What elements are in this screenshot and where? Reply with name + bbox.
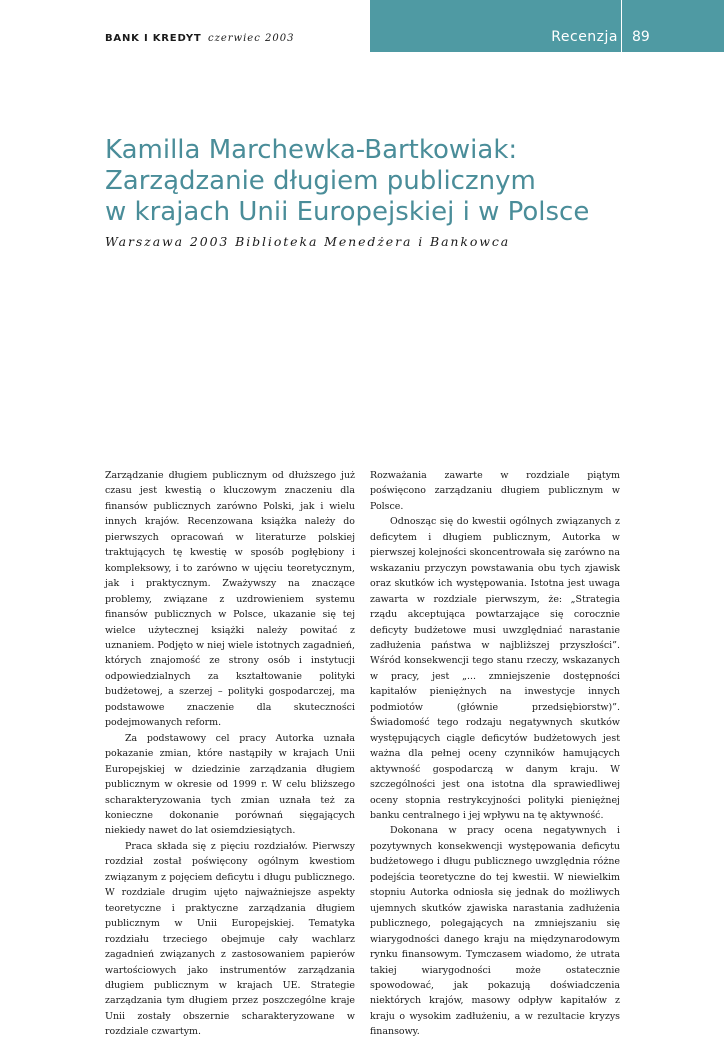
title-line: Kamilla Marchewka-Bartkowiak:	[105, 135, 518, 165]
running-head	[105, 33, 294, 44]
publication-details: Warszawa 2003 Biblioteka Menedżera i Bankowca	[105, 234, 511, 249]
section-label: Recenzja	[551, 29, 618, 45]
paragraph: Za podstawowy cel pracy Autorka uznała pokazanie zmian, które nastąpiły w krajach Unii Europejskiej w dziedzinie zarządzania długiem publicznym w okresie od 1999 r. W celu bliższego scharakteryzowania tych zmian uznała też za konieczne dokonanie porównań sięgających niekiedy nawet do lat osiemdziesiątych.	[105, 732, 355, 837]
paragraph: Praca składa się z pięciu rozdziałów. Pierwszy rozdział został poświęcony ogólnym kwestiom związanym z pojęciem deficytu i długu publicznego. W rozdziale drugim ujęto najważniejsze aspekty teoretyczne i praktyczne zarządzania długiem publicznym w Unii Europejskiej. Tematyka rozdziału trzeciego obejmuje cały wachlarz zagadnień związanych z zastosowaniem papierów wartościowych jako instrumentów zarządzania długiem publicznym w krajach UE. Strategie zarządzania tym długiem przez poszczególne kraje Unii zostały obszernie scharakteryzowane w rozdziale czwartym.	[105, 840, 355, 1038]
review-title	[105, 135, 665, 228]
section-header-bar	[370, 0, 724, 52]
journal-name: BANK I KREDYT	[105, 33, 202, 44]
title-line: w krajach Unii Europejskiej i w Polsce	[105, 197, 590, 227]
header-divider	[621, 0, 622, 52]
paragraph: Odnosząc się do kwestii ogólnych związanych z deficytem i długiem publicznym, Autorka w pierwszej kolejności skoncentrowała się zarówno na wskazaniu przyczyn powstawania obu tych zjawisk oraz skutków ich występowania. Istotna jest uwaga zawarta w rozdziale pierwszym, że: „Strategia rządu akceptująca powtarzające się corocznie deficyty budżetowe musi uwzględniać narastanie zadłużenia państwa w najbliższej przyszłości”. Wśród konsekwencji tego stanu rzeczy, wskazanych w pracy, jest „... zmniejszenie dostępności kapitałów pieniężnych na inwestycje innych podmiotów (głównie przedsiębiorstw)”. Świadomość tego rodzaju negatywnych skutków występujących ciągle deficytów budżetowych jest ważna dla pełnej oceny czynników hamujących aktywność gospodarczą w danym kraju. W szczególności jest ona istotna dla sprawiedliwej oceny stopnia restrykcyjności polityki pieniężnej banku centralnego i jej wpływu na tę aktywność.	[370, 516, 620, 821]
issue-date: czerwiec 2003	[207, 33, 295, 44]
title-line: Zarządzanie długiem publicznym	[105, 166, 536, 196]
paragraph: Zarządzanie długiem publicznym od dłuższego już czasu jest kwestią o kluczowym znaczeniu dla finansów publicznych zarówno Polski, jak i wielu innych krajów. Recenzowana książka należy do pierwszych opracowań w literaturze polskiej traktujących tę kwestię w sposób pogłębiony i kompleksowy, i to zarówno w ujęciu teoretycznym, jak i praktycznym. Zważywszy na znaczące problemy, związane z uzdrowieniem systemu finansów publicznych w Polsce, ukazanie się tej wielce użytecznej książki należy powitać z uznaniem. Podjęto w niej wiele istotnych zagadnień, których znajomość ze strony osób i instytucji odpowiedzialnych za kształtowanie polityki budżetowej, a szerzej – polityki gospodarczej, ma podstawowe znaczenie dla skuteczności podejmowanych reform.	[105, 470, 356, 729]
text-column-left	[105, 468, 355, 1040]
text-column-right	[370, 468, 620, 1040]
paragraph: Rozważania zawarte w rozdziale piątym poświęcono zarządzaniu długiem publicznym w Polsce.	[370, 470, 620, 512]
paragraph: Dokonana w pracy ocena negatywnych i pozytywnych konsekwencji występowania deficytu budżetowego i długu publicznego uwzględnia różne podejścia teoretyczne do tej kwestii. W niewielkim stopniu Autorka odniosła się jednak do możliwych ujemnych skutków zjawiska narastania zadłużenia publicznego, polegających na zmniejszaniu się wiarygodności danego kraju na międzynarodowym rynku finansowym. Tymczasem wiadomo, że utrata takiej wiarygodności może ostatecznie spowodować, jak pokazują doświadczenia niektórych krajów, masowy odpływ kapitałów z kraju o wysokim zadłużeniu, a w rezultacie kryzys finansowy.	[370, 825, 620, 1038]
page-number: 89	[632, 29, 650, 45]
